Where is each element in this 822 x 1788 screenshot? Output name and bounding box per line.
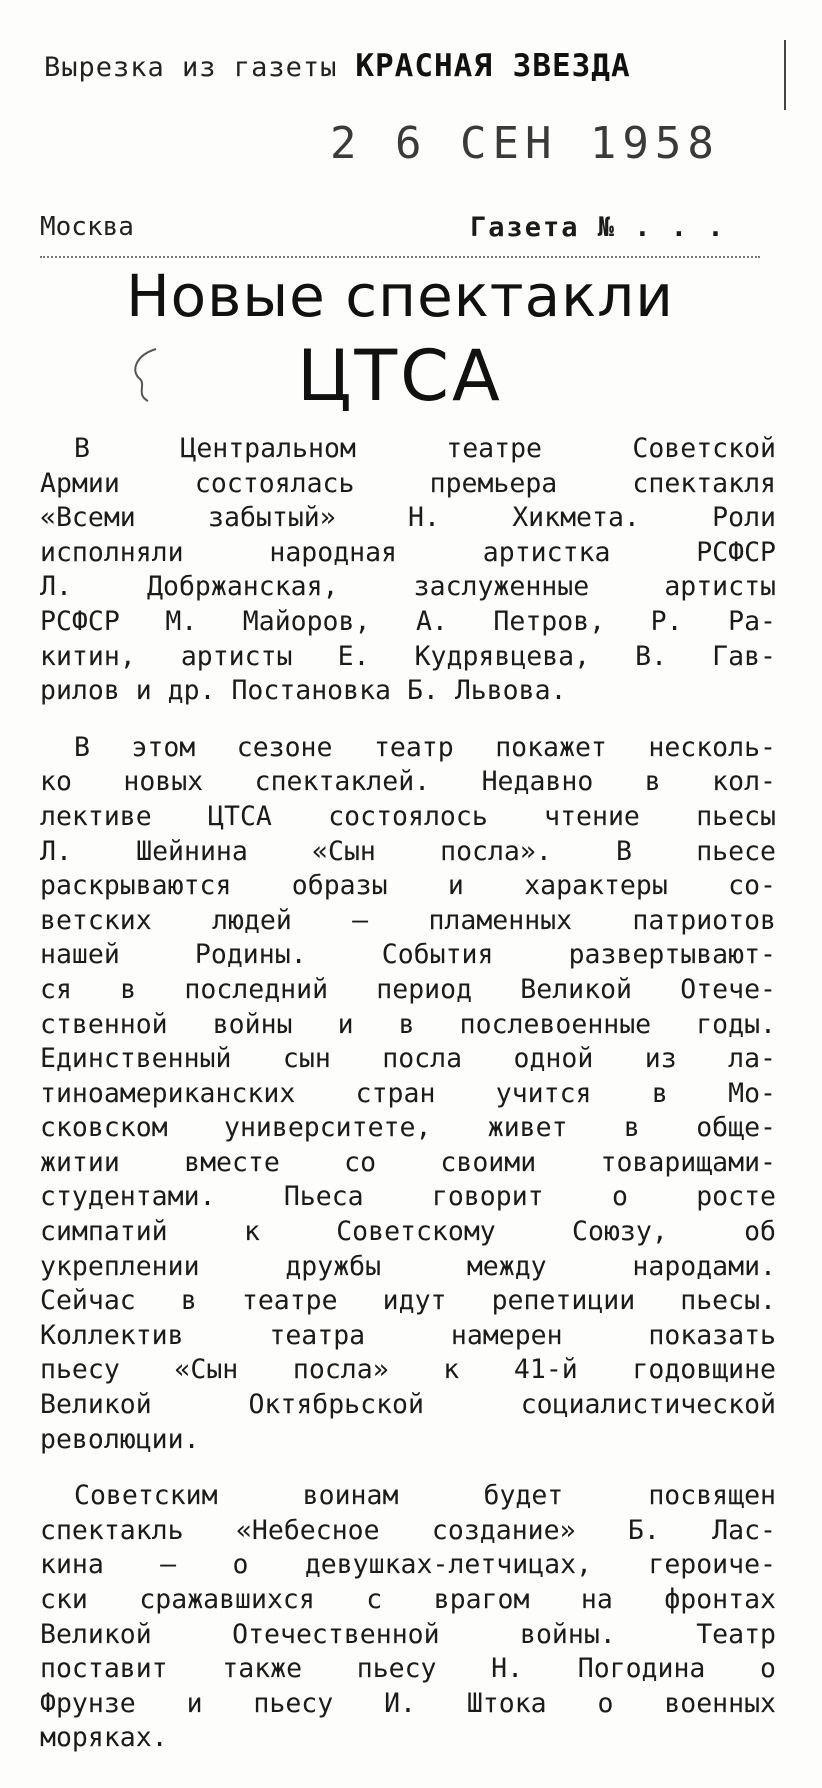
dotted-divider [40,256,760,258]
article-line: ко новых спектаклей. Недавно в кол- [40,766,776,798]
article-line: сковском университете, живет в обще- [40,1112,776,1144]
article-line: «Всеми забытый» Н. Хикмета. Роли [40,502,776,534]
article-body [40,432,776,1778]
clipping-meta-line [40,212,780,252]
article-line: ся в последний период Великой Отече- [40,973,776,1005]
article-line: раскрываются образы и характеры со- [40,870,776,902]
paragraph-3 [40,1479,776,1756]
article-line: симпатий к Советскому Союзу, об [40,1216,776,1248]
article-line: укреплении дружбы между народами. [40,1250,776,1282]
article-line: тиноамериканских стран учится в Мо- [40,1077,776,1109]
article-line: Коллектив театра намерен показать [40,1319,776,1351]
headline-line-1: Новые спектакли [126,262,674,330]
paragraph-2 [40,731,776,1457]
article-line: революции. [40,1423,200,1455]
article-line: исполняли народная артистка РСФСР [40,536,776,568]
article-line: ственной войны и в послевоенные годы. [40,1008,776,1040]
article-line: рилов и др. Постановка Б. Львова. [40,675,567,707]
article-line: Сейчас в театре идут репетиции пьесы. [40,1285,776,1317]
article-headline [80,262,720,418]
headline-line-2: ЦТСА [297,335,503,417]
paragraph-1 [40,432,776,709]
article-line: ски сражавшихся с врагом на фронтах [40,1584,776,1615]
article-line: Великой Отечественной войны. Театр [40,1618,776,1650]
gazeta-number: Газета № . . . [470,212,726,243]
date-stamp: 2 6 СЕН 1958 [330,118,720,169]
article-line: поставит также пьесу Н. Погодина о [40,1653,776,1685]
clipping-prefix: Вырезка из газеты [44,52,338,83]
clipping-source-line [44,48,804,84]
article-line: В Центральном театре Советской [74,433,776,464]
article-line: пьесу «Сын посла» к 41-й годовщине [40,1354,776,1386]
article-line: В этом сезоне театр покажет несколь- [74,731,776,763]
article-line: китин, артисты Е. Кудрявцева, В. Гав- [40,640,776,672]
newspaper-name: КРАСНАЯ ЗВЕЗДА [355,48,631,84]
article-line: нашей Родины. События развертывают- [40,939,776,971]
article-line: спектакль «Небесное создание» Б. Лас- [40,1514,776,1546]
article-line: Л. Шейнина «Сын посла». В пьесе [40,835,776,867]
article-line: РСФСР М. Майоров, А. Петров, Р. Ра- [40,605,776,637]
article-line: моряках. [40,1722,168,1754]
article-line: Л. Добржанская, заслуженные артисты [40,571,776,603]
article-line: кина — о девушках-летчицах, героиче- [40,1549,776,1581]
article-line: Советским воинам будет посвящен [74,1480,776,1512]
article-line: ветских людей — пламенных патриотов [40,904,776,936]
article-line: студентами. Пьеса говорит о росте [40,1181,776,1213]
article-line: Армии состоялась премьера спектакля [40,467,776,499]
article-line: лективе ЦТСА состоялось чтение пьесы [40,800,776,832]
article-line: Великой Октябрьской социалистической [40,1389,776,1421]
city-label: Москва [40,212,134,242]
article-line: Единственный сын посла одной из ла- [40,1043,776,1075]
handwritten-mark-icon [126,345,166,405]
article-line: житии вместе со своими товарищами- [40,1146,776,1178]
article-line: Фрунзе и пьесу И. Штока о военных [40,1687,776,1719]
